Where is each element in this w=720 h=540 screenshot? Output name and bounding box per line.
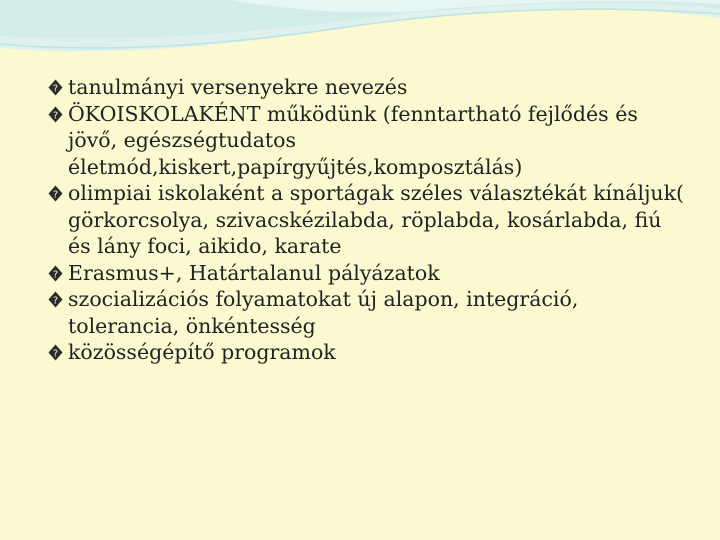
- list-item: [48, 101, 688, 181]
- question-mark-diamond-icon: [48, 185, 63, 202]
- svg-text:?: ?: [52, 189, 59, 201]
- question-mark-diamond-icon: [48, 79, 63, 96]
- svg-text:?: ?: [52, 110, 59, 121]
- svg-text:?: ?: [52, 348, 59, 360]
- list-item-text: tanulmányi versenyekre nevezés: [68, 75, 408, 99]
- svg-text:?: ?: [52, 295, 59, 307]
- list-item: [48, 260, 688, 287]
- svg-text:?: ?: [52, 269, 59, 280]
- bullet-list: [48, 74, 688, 366]
- question-mark-diamond-icon: [48, 291, 63, 308]
- list-item: [48, 74, 688, 101]
- list-item: [48, 180, 688, 260]
- list-item-text: Erasmus+, Határtalanul pályázatok: [68, 260, 440, 285]
- list-item-text: közösségépítő programok: [68, 340, 336, 364]
- svg-text:?: ?: [52, 83, 59, 95]
- list-item-text: olimpiai iskolaként a sportágak széles választékát kínáljuk( görkorcsolya, szivacskézilabda, röplabda, kosárlabda, fiú és lány foci, aikido, karate: [68, 181, 685, 258]
- question-mark-diamond-icon: [48, 265, 63, 282]
- question-mark-diamond-icon: [48, 106, 63, 123]
- list-item: [48, 286, 688, 339]
- list-item-text: szocializációs folyamatokat új alapon, integráció, tolerancia, önkéntesség: [68, 287, 579, 338]
- list-item-text: ÖKOISKOLAKÉNT működünk (fenntartható fejlődés és jövő, egészségtudatos életmód,kiskert,papírgyűjtés,komposztálás): [68, 101, 638, 179]
- question-mark-diamond-icon: [48, 344, 63, 361]
- header-wave-decoration: [0, 0, 720, 80]
- list-item: [48, 339, 688, 366]
